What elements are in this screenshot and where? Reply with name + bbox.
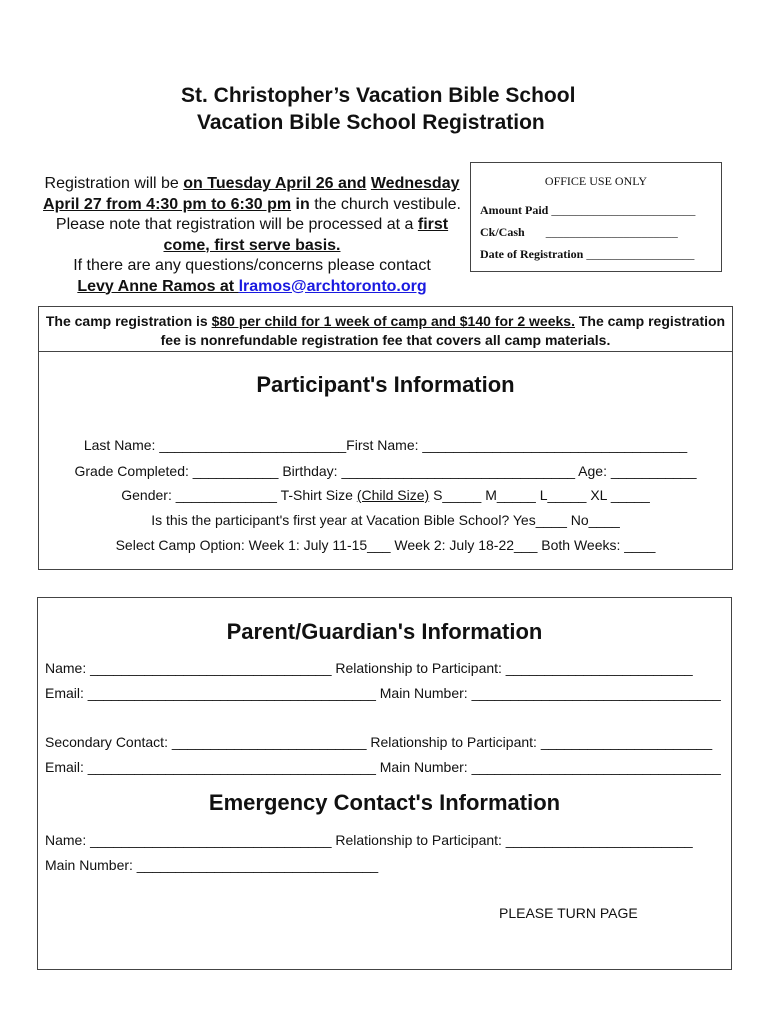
fee-text-2: The camp registration fee is nonrefundable registration fee that covers all camp materials. bbox=[160, 313, 726, 348]
contact-email-link[interactable]: lramos@archtoronto.org bbox=[238, 277, 427, 295]
intro-text: Registration will be bbox=[44, 175, 184, 192]
parent-guardian-section bbox=[37, 597, 732, 970]
office-use-box bbox=[470, 162, 722, 272]
date-registration-field[interactable] bbox=[480, 247, 694, 262]
please-turn-page-note: PLEASE TURN PAGE bbox=[499, 905, 638, 921]
office-use-heading: OFFICE USE ONLY bbox=[544, 174, 648, 188]
child-size-label: (Child Size) bbox=[356, 487, 430, 503]
emergency-heading: Emergency Contact's Information bbox=[208, 790, 561, 815]
intro-date-1: on Tuesday April 26 and bbox=[183, 175, 367, 192]
form-title: Vacation Bible School Registration bbox=[197, 111, 545, 134]
ck-cash-field[interactable] bbox=[480, 225, 678, 240]
camp-option-field[interactable]: Select Camp Option: Week 1: July 11-15___ Week 2: July 18-22___ Both Weeks: ____ bbox=[115, 537, 656, 553]
fee-amounts: $80 per child for 1 week of camp and $140 for 2 weeks. bbox=[211, 313, 575, 329]
contact-name: Levy Anne Ramos at bbox=[77, 277, 239, 295]
amount-paid-line: ________________________ bbox=[551, 203, 696, 217]
fee-text-1: The camp registration is bbox=[45, 313, 212, 329]
gender-tshirt-label: Gender: _____________ T-Shirt Size bbox=[121, 487, 357, 503]
intro-date-2: Wednesday April 27 from 4:30 pm to 6:30 pm bbox=[43, 175, 460, 213]
emergency-phone-field[interactable]: Main Number: _______________________________ bbox=[45, 857, 379, 873]
ck-cash-label: Ck/Cash bbox=[480, 225, 525, 239]
secondary-email-phone-fields[interactable]: Email: _____________________________________ Main Number: ________________________________ bbox=[45, 759, 721, 775]
parent-heading: Parent/Guardian's Information bbox=[226, 619, 543, 644]
intro-contact: If there are any questions/concerns please contact bbox=[73, 257, 431, 274]
registration-intro bbox=[40, 174, 464, 297]
date-registration-line: __________________ bbox=[586, 247, 695, 261]
date-registration-label: Date of Registration bbox=[480, 247, 584, 261]
amount-paid-label: Amount Paid bbox=[480, 203, 549, 217]
grade-birthday-age-fields[interactable]: Grade Completed: ___________ Birthday: ______________________________ Age: ___________ bbox=[74, 463, 697, 479]
intro-first-come: first come, first serve basis. bbox=[163, 216, 449, 254]
tshirt-size-options: S_____ M_____ L_____ XL _____ bbox=[429, 487, 650, 503]
parent-email-phone-fields[interactable]: Email: _____________________________________ Main Number: ________________________________ bbox=[45, 685, 721, 701]
ck-cash-line: ______________________ bbox=[545, 225, 678, 239]
participant-heading: Participant's Information bbox=[256, 372, 515, 397]
intro-vestibule: the church vestibule. Please note that registration will be processed at a bbox=[55, 195, 461, 233]
intro-in: in bbox=[291, 195, 310, 213]
emergency-name-relationship-fields[interactable]: Name: _______________________________ Relationship to Participant: ________________________ bbox=[45, 832, 693, 848]
first-year-question[interactable]: Is this the participant's first year at Vacation Bible School? Yes____ No____ bbox=[151, 512, 620, 528]
gender-tshirt-fields[interactable] bbox=[39, 487, 732, 503]
secondary-contact-fields[interactable]: Secondary Contact: _________________________ Relationship to Participant: ______________________ bbox=[45, 734, 713, 750]
fee-notice bbox=[38, 306, 733, 352]
participant-section bbox=[38, 351, 733, 570]
school-title: St. Christopher’s Vacation Bible School bbox=[181, 84, 576, 107]
amount-paid-field[interactable] bbox=[480, 203, 695, 218]
name-fields[interactable]: Last Name: ________________________First Name: __________________________________ bbox=[83, 437, 688, 453]
parent-name-relationship-fields[interactable]: Name: _______________________________ Relationship to Participant: ________________________ bbox=[45, 660, 693, 676]
